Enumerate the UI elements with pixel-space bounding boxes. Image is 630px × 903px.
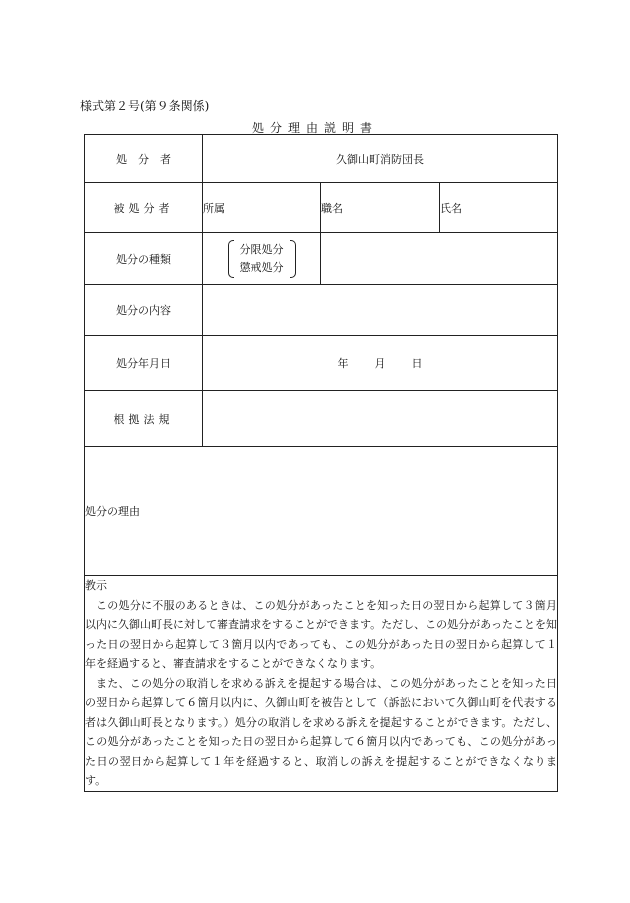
row-date	[85, 336, 558, 391]
law-label: 根拠法規	[85, 391, 203, 447]
type-label: 処分の種類	[85, 233, 203, 285]
option-chokai[interactable]: 懲戒処分	[239, 261, 284, 274]
row-reason	[85, 447, 558, 576]
affiliation-label: 所属	[203, 201, 225, 215]
notice-paragraph-2: また、この処分の取消しを求める訴えを提起する場合は、この処分があったことを知った日の翌日から起算して６箇月以内に、久御山町を被告として（訴訟において久御山町を代表する者は久御山町長となります。）処分の取消しを求める訴えを提起することができます。ただし、この処分があったことを知った日の翌日から起算して６箇月以内であっても、この処分があった日の翌日から起算して１年を経過すると、取消しの訴えを提起することができなくなります。	[85, 676, 558, 787]
content-label: 処分の内容	[85, 285, 203, 336]
row-law	[85, 391, 558, 447]
type-options-cell	[203, 233, 321, 285]
notice-cell	[85, 576, 558, 792]
content-field[interactable]	[203, 285, 558, 336]
law-field[interactable]	[203, 391, 558, 447]
notice-label: 教示	[85, 579, 107, 592]
right-bracket	[290, 240, 296, 278]
position-label: 職名	[321, 201, 343, 215]
name-label: 氏名	[440, 201, 462, 215]
name-field[interactable]	[440, 183, 558, 233]
row-disposer	[85, 135, 558, 183]
date-year: 年	[337, 357, 349, 370]
document-title: 処分理由説明書	[251, 121, 378, 135]
disposer-label: 処 分 者	[85, 135, 203, 183]
row-subject	[85, 183, 558, 233]
reason-field[interactable]	[85, 447, 558, 576]
position-field[interactable]	[321, 183, 440, 233]
row-content	[85, 285, 558, 336]
reason-label: 処分の理由	[85, 505, 140, 518]
subject-label: 被処分者	[85, 183, 203, 233]
row-notice	[85, 576, 558, 792]
disposition-form-table	[84, 134, 558, 792]
date-label: 処分年月日	[85, 336, 203, 391]
type-value-field[interactable]	[321, 233, 558, 285]
option-bungen[interactable]: 分限処分	[239, 243, 284, 256]
date-field[interactable]	[203, 336, 558, 391]
date-month: 月	[374, 357, 386, 370]
disposer-value: 久御山町消防団長	[203, 135, 558, 183]
notice-paragraph-1: この処分に不服のあるときは、この処分があったことを知った日の翌日から起算して３箇月以内に久御山町長に対して審査請求をすることができます。ただし、この処分があったことを知った日の翌日から起算して３箇月以内であっても、この処分があった日の翌日から起算して１年を経過すると、審査請求をすることができなくなります。	[85, 598, 558, 670]
affiliation-field[interactable]	[203, 183, 321, 233]
form-reference: 様式第２号(第９条関係)	[80, 99, 210, 113]
row-type	[85, 233, 558, 285]
date-day: 日	[411, 357, 423, 370]
